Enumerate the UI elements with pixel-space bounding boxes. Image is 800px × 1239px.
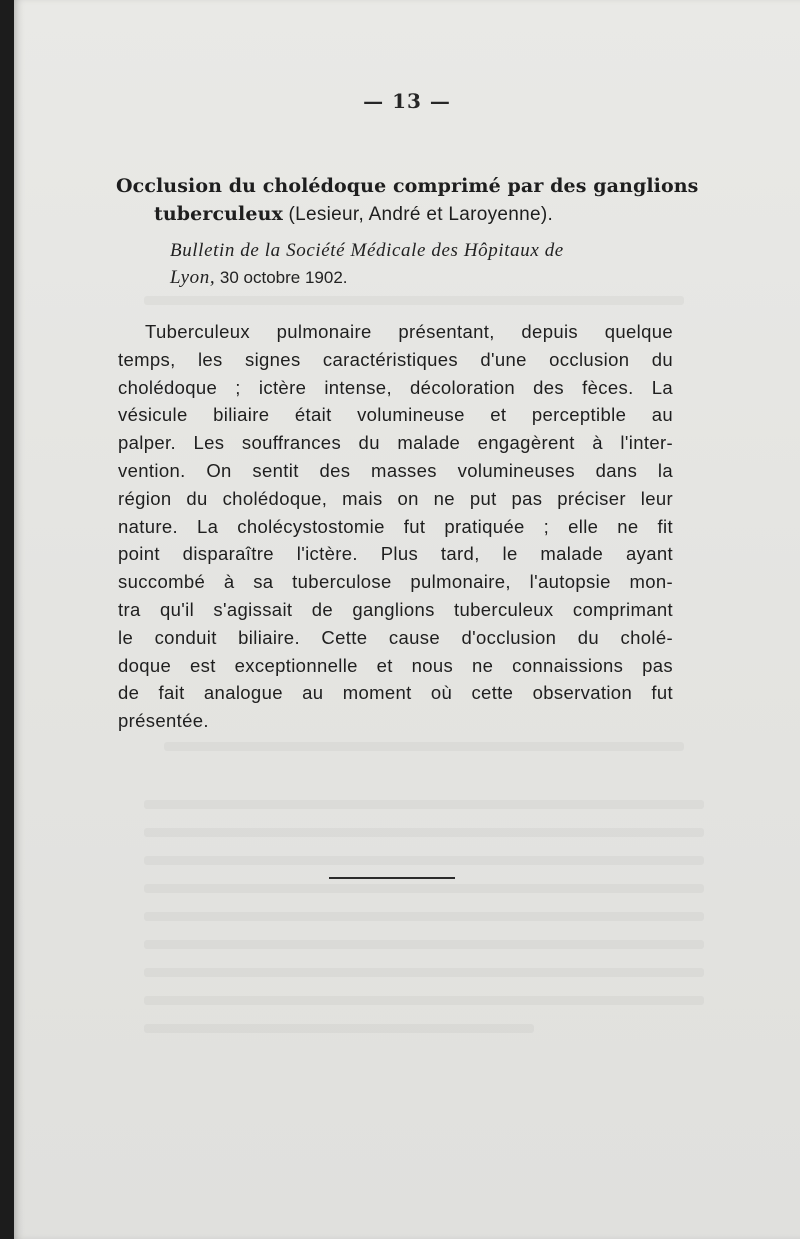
citation-journal-city: Lyon, [170,267,216,288]
show-through-text [144,912,704,921]
entry-title [116,172,699,229]
entry-authors: (Lesieur, André et Laroyenne). [282,204,554,225]
body-line-9: point disparaître l'ictère. Plus tard, le malade ayant [118,543,673,565]
section-separator-rule [329,877,455,879]
body-paragraph [118,318,673,735]
body-line-11: tra qu'il s'agissait de ganglions tuberculeux comprimant [118,598,673,620]
body-line-7: région du cholédoque, mais on ne put pas préciser leur [118,487,673,509]
citation [170,237,700,291]
citation-journal-line-1: Bulletin de la Société Médicale des Hôpitaux de [170,240,564,261]
show-through-text [144,828,704,837]
show-through-text [144,1024,534,1033]
entry-title-line-1: Occlusion du cholédoque comprimé par des ganglions [116,175,699,197]
body-line-8: nature. La cholécystostomie fut pratiquée ; elle ne fit [118,515,673,537]
body-line-14: de fait analogue au moment où cette observation fut [118,682,673,704]
body-line-5: palper. Les souffrances du malade engagèrent à l'inter- [118,432,673,454]
body-line-15: présentée. [118,710,209,732]
citation-date: 30 octobre 1902. [215,268,348,287]
show-through-text [144,996,704,1005]
body-line-6: vention. On sentit des masses volumineuses dans la [118,459,673,481]
page-number: — 13 — [363,89,451,113]
entry-title-bold-word: tuberculeux [154,203,283,225]
body-line-10: succombé à sa tuberculose pulmonaire, l'autopsie mon- [118,571,673,593]
show-through-text [144,940,704,949]
body-line-3: cholédoque ; ictère intense, décoloration des fèces. La [118,376,673,398]
body-line-4: vésicule biliaire était volumineuse et perceptible au [118,404,673,426]
body-line-12: le conduit biliaire. Cette cause d'occlusion du cholé- [118,626,673,648]
show-through-text [144,856,704,865]
body-line-1: Tuberculeux pulmonaire présentant, depuis quelque [145,321,673,342]
show-through-text [144,296,684,305]
show-through-text [164,742,684,751]
document-page [14,0,800,1239]
citation-line-2 [170,264,700,291]
entry-title-line-2 [116,200,696,229]
body-line-2: temps, les signes caractéristiques d'une occlusion du [118,348,673,370]
show-through-text [144,884,704,893]
body-line-13: doque est exceptionnelle et nous ne connaissions pas [118,654,673,676]
show-through-text [144,800,704,809]
show-through-text [144,968,704,977]
